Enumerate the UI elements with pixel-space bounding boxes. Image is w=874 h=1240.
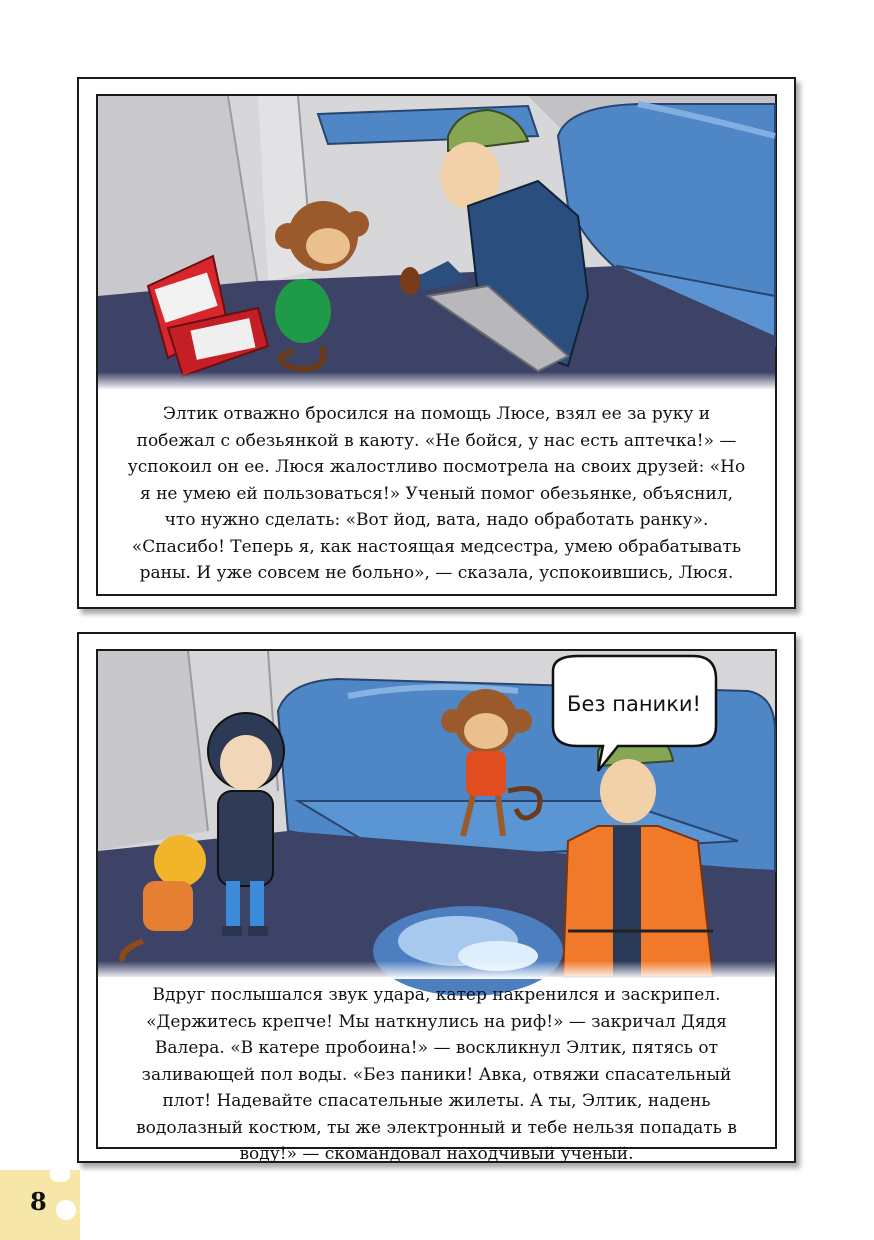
comic-panel-1 [77, 77, 796, 609]
caption-line: я не умею ей пользоваться!» Ученый помог обезьянке, объяснил, [139, 483, 734, 504]
speech-bubble-text: Без паники! [567, 692, 701, 716]
caption-line: «Держитесь крепче! Мы наткнулись на риф!» — закричал Дядя [146, 1011, 727, 1032]
panel-2-frame [96, 649, 777, 1164]
page-number: 8 [30, 1187, 47, 1216]
caption-line: плот! Надевайте спасательные жилеты. А ты, Элтик, надень [162, 1091, 711, 1111]
caption-line: воду!» — скомандовал находчивый ученый. [239, 1144, 634, 1164]
leak-scene-illustration [98, 651, 775, 977]
scene-fade [98, 372, 775, 390]
caption-line: «Спасибо! Теперь я, как настоящая медсестра, умею обрабатывать [131, 536, 742, 557]
caption-line: заливающей пол воды. «Без паники! Авка, отвяжи спасательный [141, 1064, 732, 1085]
caption-line: побежал с обезьянкой в каюту. «Не бойся, у нас есть аптечка!» — [136, 430, 737, 451]
panel-1-frame [96, 94, 777, 596]
panel-1-caption [104, 401, 769, 587]
first-aid-scene-illustration [98, 96, 775, 390]
caption-line: успокоил он ее. Люся жалостливо посмотрела на своих друзей: «Но [127, 457, 746, 477]
comic-panel-2 [77, 632, 796, 1163]
scene-fade [98, 961, 775, 979]
panel-2-caption [104, 982, 769, 1168]
caption-line: Валера. «В катере пробоина!» — воскликнул Элтик, пятясь от [154, 1038, 719, 1058]
caption-line: водолазный костюм, ты же электронный и тебе нельзя попадать в [136, 1117, 737, 1138]
caption-line: раны. И уже совсем не больно», — сказала, успокоившись, Люся. [139, 563, 734, 583]
caption-line: Вдруг послышался звук удара, катер накренился и заскрипел. [152, 985, 721, 1005]
caption-line: что нужно сделать: «Вот йод, вата, надо обработать ранку». [164, 510, 709, 530]
caption-line: Элтик отважно бросился на помощь Люсе, взял ее за руку и [162, 404, 711, 424]
